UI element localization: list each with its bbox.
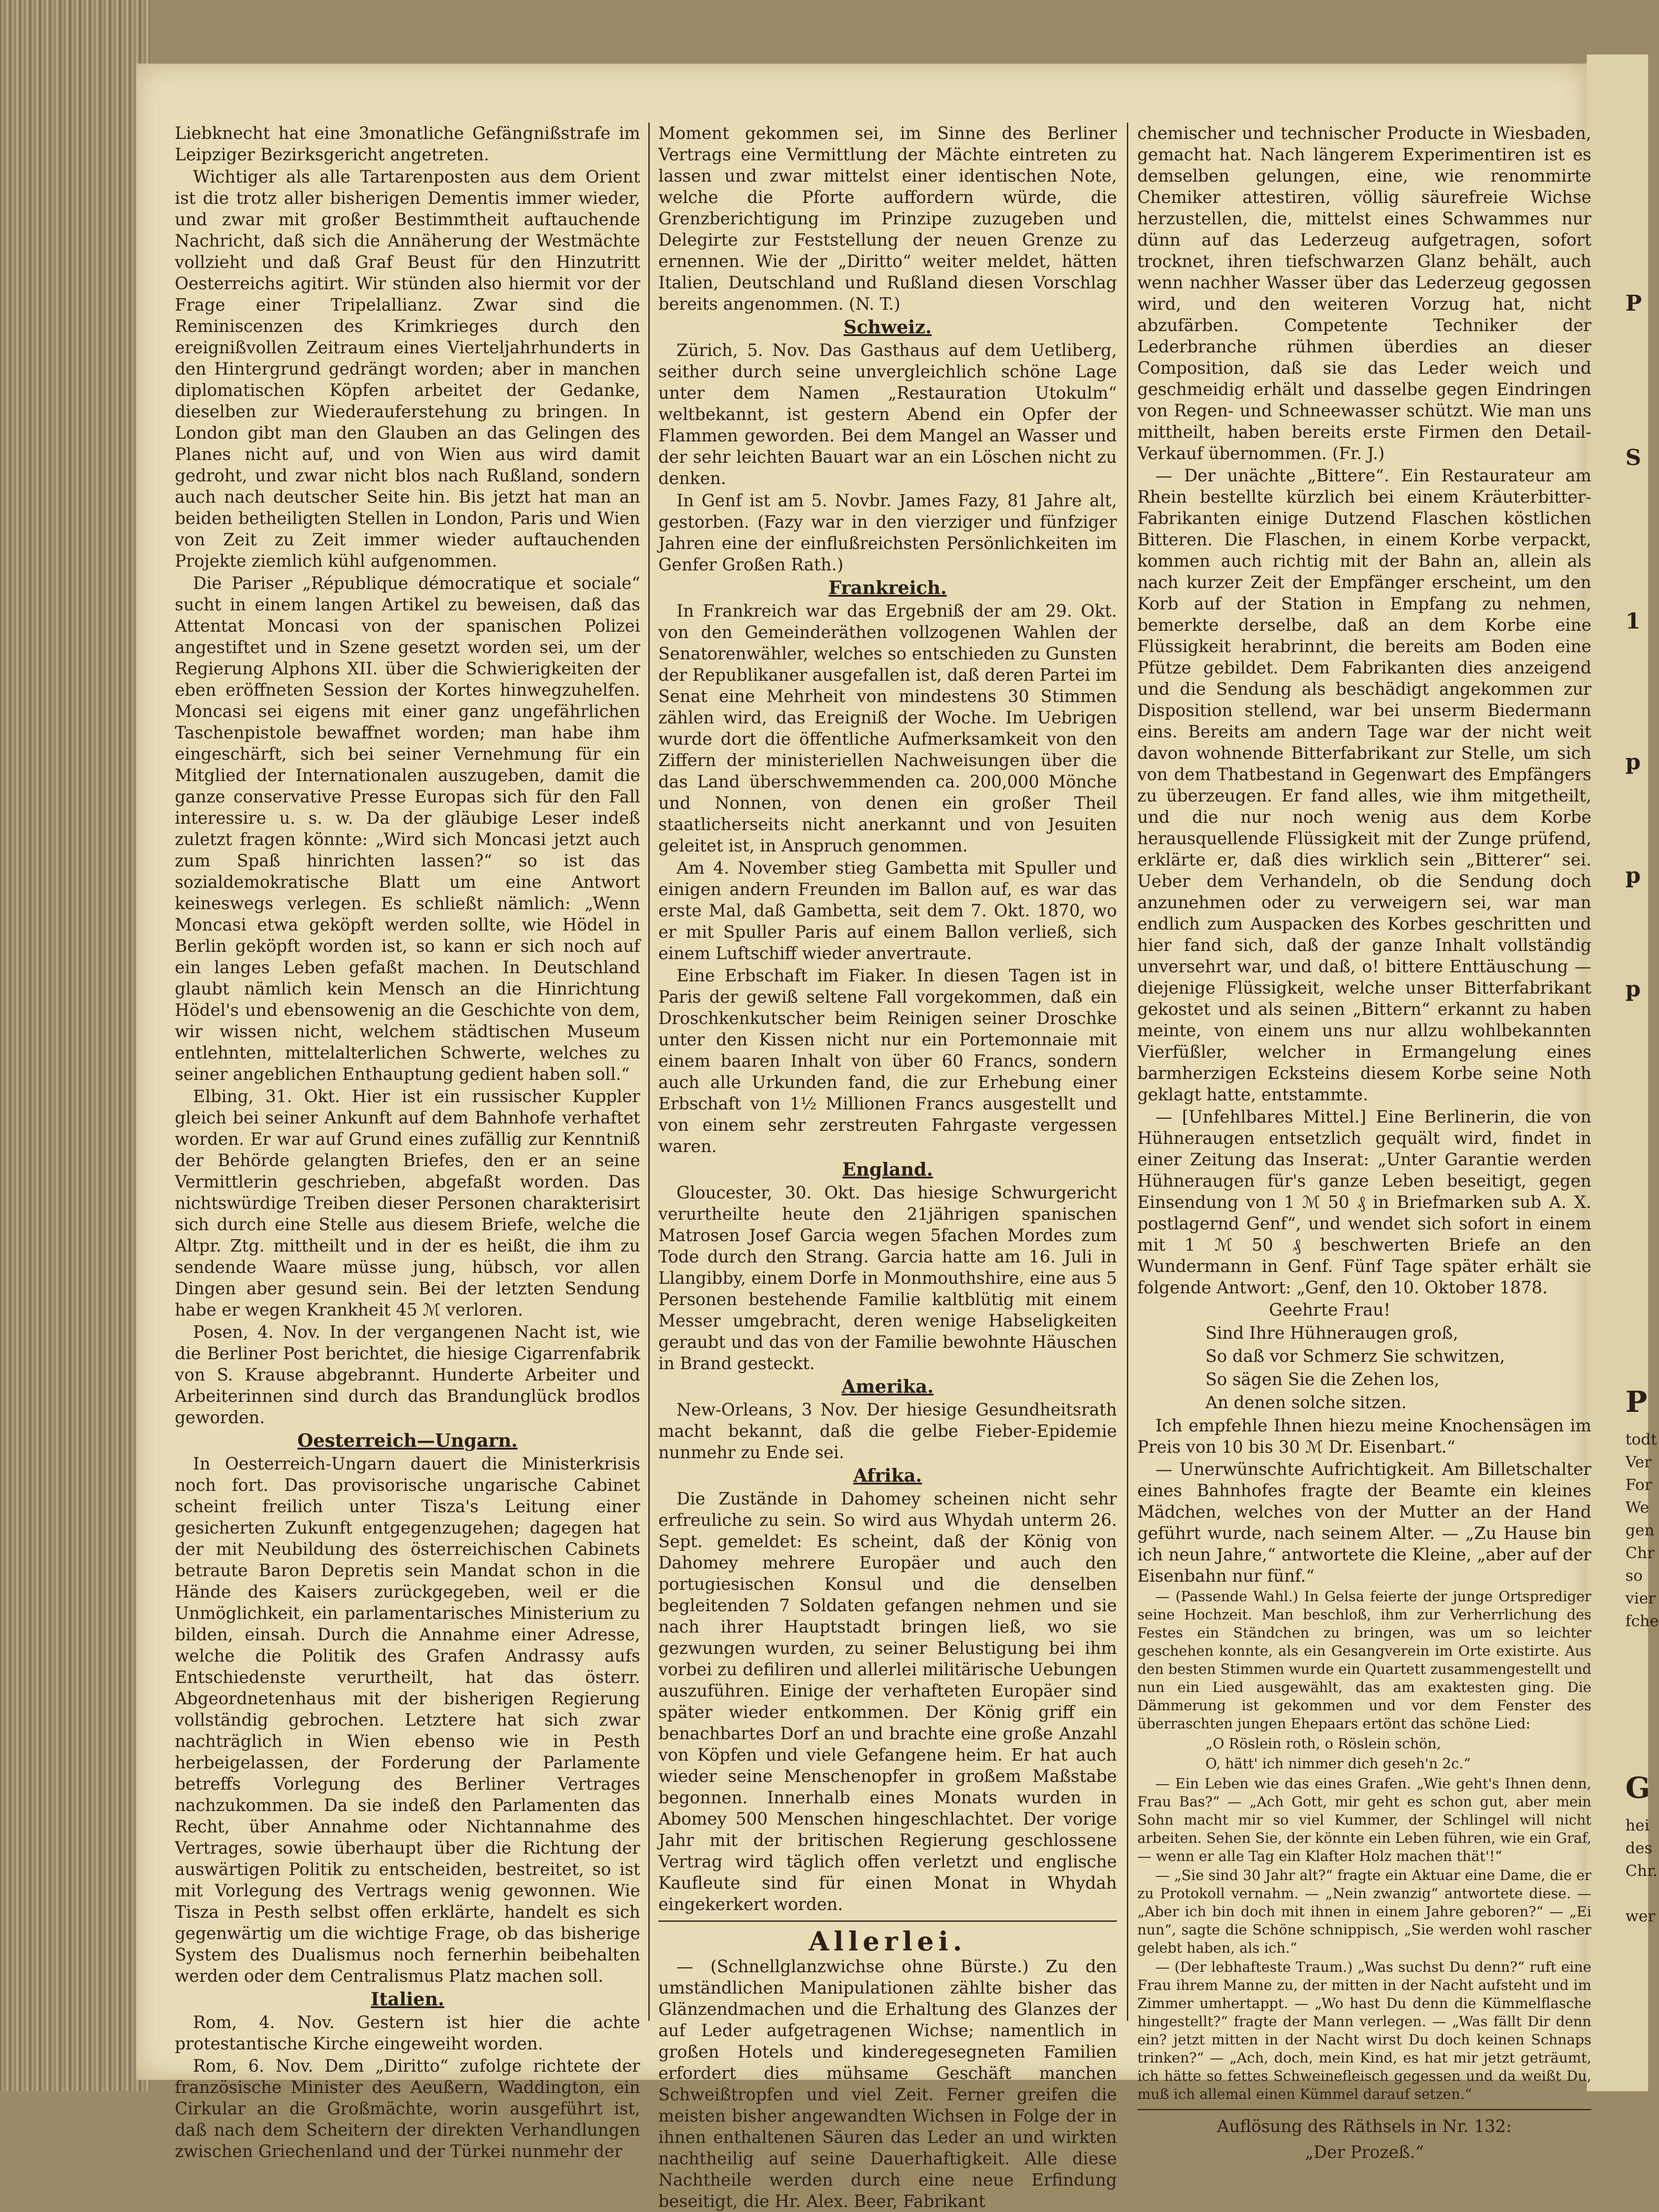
edge-fragment: hei — [1625, 1816, 1649, 1835]
edge-fragment: S — [1625, 445, 1641, 470]
column-3 — [1137, 123, 1591, 2162]
section-heading-italy: Italien. — [370, 1989, 444, 2010]
paragraph: Die Pariser „République démocratique et sociale“ sucht in einem langen Artikel zu beweisen, daß das Attentat Moncasi von der spanischen Polizei angestiftet und in Szene gesetzt worden sei, um der Regierung Alphons XII. über die Schwierigkeiten der eben eröffneten Session der Kortes hinwegzuhelfen. Moncasi sei eigens mit einer ganz ungefährlichen Taschenpistole bewaffnet worden; man habe ihm eingeschärft, sich bei seiner Vernehmung für ein Mitglied der Internationalen auszugeben, damit die ganze conservative Presse Europas sich für den Fall interessire u. s. w. Da der gläubige Leser indeß zuletzt fragen könnte: „Wird sich Moncasi jetzt auch zum Spaß hinrichten lassen?“ so ist das sozialdemokratische Blatt um eine Antwort keineswegs verlegen. Es schließt nämlich: „Wenn Moncasi etwa geköpft werden sollte, wie Hödel in Berlin geköpft worden ist, so kann er sich noch auf ein langes Leben gefaßt machen. In Deutschland glaubt nämlich kein Mensch an die Hinrichtung Hödel's und ebensowenig an die Geschichte von dem, wir wissen nicht, welchem städtischen Museum entlehnten, mittelalterlichen Schwerte, welches zu seiner angeblichen Enthauptung gedient haben soll.“ — [175, 574, 640, 1084]
paragraph: Am 4. November stieg Gambetta mit Spuller und einigen andern Freunden im Ballon auf, es war das erste Mal, daß Gambetta, seit dem 7. Okt. 1870, wo er mit Spuller Paris auf einem Ballon verließ, sich einem Luftschiff wieder anvertraute. — [658, 858, 1117, 963]
edge-fragment: p — [1625, 749, 1641, 775]
section-heading-africa: Afrika. — [853, 1465, 922, 1486]
paragraph: Zürich, 5. Nov. Das Gasthaus auf dem Uetliberg, seither durch seine unvergleichlich schöne Lage unter dem Namen „Restauration Utokulm“ weltbekannt, ist gestern Abend ein Opfer der Flammen geworden. Bei dem Mangel an Wasser und der sehr leichten Bauart war an ein Löschen nicht zu denken. — [658, 341, 1117, 488]
paragraph: Ich empfehle Ihnen hiezu meine Knochensägen im Preis von 10 bis 30 ℳ Dr. Eisenbart.“ — [1137, 1416, 1591, 1457]
paragraph: In Oesterreich-Ungarn dauert die Ministerkrisis noch fort. Das provisorische ungarische Cabinet scheint freilich unter Tisza's Leitung einer gesicherten Zukunft entgegenzugehen; dagegen hat der mit Neubildung des österreichischen Cabinets betraute Baron Depretis sein Mandat schon in die Hände des Kaisers zurückgegeben, weil er die Unmöglichkeit, ein parlamentarisches Ministerium zu bilden, einsah. Durch die Annahme einer Adresse, welche die Politik des Grafen Andrassy aufs Entschiedenste verurtheilt, hat das österr. Abgeordnetenhaus mit der bisherigen Regierung vollständig gebrochen. Letztere hat sich zwar nachträglich in Wien ebenso wie in Pesth herbeigelassen, der Forderung der Parlamente betreffs Vorlegung des Berliner Vertrages nachzukommen. Da sie indeß den Parlamenten das Recht, über Annahme oder Nichtannahme des Vertrages, sowie überhaupt über die Richtung der auswärtigen Politik zu entscheiden, bestreitet, so ist mit Vorlegung des Vertrags wenig gewonnen. Wie Tisza in Pesth selbst offen erklärte, handelt es sich gegenwärtig um die wichtige Frage, ob das bisherige System des Dualismus noch fernerhin beibehalten werden oder dem Centralismus Platz machen soll. — [175, 1454, 640, 1986]
edge-fragment: todt — [1625, 1430, 1657, 1449]
paragraph: — (Schnellglanzwichse ohne Bürste.) Zu den umständlichen Manipulationen zählte bisher das Glänzendmachen und die Erhaltung des Glanzes der auf Leder aufgetragenen Wichse; namentlich in großen Hotels und kinderegesegneten Familien erfordert dies mühsame Geschäft manchen Schweißtropfen und viel Zeit. Ferner greifen die meisten bisher angewandten Wichsen in Folge der in ihnen enthaltenen Säuren das Leder an und wirkten nachtheilig auf seine Dauerhaftigkeit. Alle diese Nachtheile werden durch eine neue Erfindung beseitigt, die Hr. Alex. Beer, Fabrikant — [658, 1957, 1117, 2211]
paragraph: Eine Erbschaft im Fiaker. In diesen Tagen ist in Paris der gewiß seltene Fall vorgekommen, daß ein Droschkenkutscher beim Reinigen seiner Droschke unter den Kissen nicht nur ein Portemonnaie mit einem baaren Inhalt von über 60 Francs, sondern auch alle Urkunden fand, die zur Erhebung einer Erbschaft von 1½ Millionen Francs ausgestellt und von einem sehr zerstreuten Fahrgaste vergessen waren. — [658, 966, 1117, 1156]
paragraph: Liebknecht hat eine 3monatliche Gefängnißstrafe im Leipziger Bezirksgericht angetreten. — [175, 124, 640, 164]
edge-fragment: p — [1625, 863, 1641, 888]
edge-fragment: P — [1625, 291, 1642, 316]
paragraph: Rom, 6. Nov. Dem „Diritto“ zufolge richtete der französische Minister des Aeußern, Waddington, ein Cirkular an die Großmächte, worin ausgeführt ist, daß nach dem Scheitern der direkten Verhandlungen zwischen Griechenland und der Türkei nunmehr der — [175, 2056, 640, 2161]
paragraph: Moment gekommen sei, im Sinne des Berliner Vertrags eine Vermittlung der Mächte eintreten zu lassen und zwar mittelst einer identischen Note, welche die Pforte auffordern würde, die Grenzberichtigung im Prinzipe zuzugeben und Delegirte zur Feststellung der neuen Grenze zu ernennen. Wie der „Diritto“ weiter meldet, hätten Italien, Deutschland und Rußland diesen Vorschlag bereits angenommen. (N. T.) — [658, 124, 1117, 314]
paragraph: — „Sie sind 30 Jahr alt?“ fragte ein Aktuar eine Dame, die er zu Protokoll vernahm. — „Nein zwanzig“ antwortete diese. — „Aber ich bin doch mit ihnen in einem Jahre geboren?“ — „Ei nun“, sagte die Schöne schnippisch, „Sie werden wohl rascher gelebt haben, als ich.“ — [1137, 1867, 1591, 1956]
edge-fragment: P — [1625, 1385, 1648, 1419]
paragraph: Die Zustände in Dahomey scheinen nicht sehr erfreuliche zu sein. So wird aus Whydah unterm 26. Sept. gemeldet: Es scheint, daß der König von Dahomey mehrere Europäer und auch den portugiesischen Konsul und die denselben begleitenden 7 Soldaten gefangen nehmen und sie nach ihrer Hauptstadt bringen ließ, wo sie gezwungen wurden, zu seiner Belustigung bei ihm vorbei zu defiliren und allerlei militärische Uebungen auszuführen. Einige der verhafteten Europäer sind später wieder entkommen. Der König griff ein benachbartes Dorf an und brachte eine große Anzahl von Köpfen und viele Gefangene heim. Er hat auch wieder seine Menschenopfer in großem Maßstabe begonnen. Innerhalb eines Monats wurden in Abomey 500 Menschen hingeschlachtet. Der vorige Jahr mit der britischen Regierung geschlossene Vertrag wird täglich offen verletzt und englische Kaufleute sind für einen Monat in Whydah eingekerkert worden. — [658, 1489, 1117, 1914]
poem-line: An denen solche sitzen. — [1205, 1393, 1407, 1412]
edge-fragment: des — [1625, 1839, 1653, 1857]
edge-fragment: We — [1625, 1499, 1649, 1517]
riddle-solution-label: Auflösung des Räthsels in Nr. 132: — [1217, 2117, 1512, 2136]
paragraph: Wichtiger als alle Tartarenposten aus dem Orient ist die trotz aller bisherigen Dementis immer wieder, und zwar mit großer Bestimmtheit auftauchende Nachricht, daß sich die Annäherung der Westmächte vollzieht und daß Graf Beust für den Hinzutritt Oesterreichs agitirt. Wir stünden also hiermit vor der Frage einer Tripelallianz. Zwar sind die Reminiscenzen des Krimkrieges durch den ereignißvollen Zeitraum eines Vierteljahrhunderts in den Hintergrund gedrängt worden; aber in manchen diplomatischen Köpfen arbeitet der Gedanke, dieselben zur Wiederauferstehung zu bringen. In London gibt man den Glauben an das Gelingen des Planes nicht auf, und von Wien aus wird damit gedroht, und zwar nicht blos nach Rußland, sondern auch nach deutscher Seite hin. Bis jetzt hat man an beiden betheiligten Stellen in London, Paris und Wien von Zeit zu Zeit immer wieder auftauchenden Projekte ziemlich kühl aufgenommen. — [175, 167, 640, 571]
edge-fragment: For — [1625, 1476, 1652, 1494]
column-rule-1 — [648, 123, 650, 2021]
poem-line: So sägen Sie die Zehen los, — [1205, 1370, 1440, 1389]
riddle-solution-answer: „Der Prozeß.“ — [1305, 2143, 1424, 2162]
poem-line: So daß vor Schmerz Sie schwitzen, — [1205, 1346, 1505, 1366]
edge-fragment: fche — [1625, 1612, 1659, 1630]
edge-fragment: vier — [1625, 1589, 1656, 1608]
column-1 — [175, 123, 640, 2161]
paragraph: chemischer und technischer Producte in Wiesbaden, gemacht hat. Nach längerem Experimentiren ist es demselben gelungen, eine, wie renommirte Chemiker attestiren, völlig säurefreie Wichse herzustellen, die, mittelst eines Schwammes nur dünn auf das Lederzeug aufgetragen, sofort trocknet, ihren tiefschwarzen Glanz behält, auch wenn nachher Wasser über das Lederzeug gegossen wird, und den weiteren Vorzug hat, nicht abzufärben. Competente Techniker der Lederbranche rühmen überdies an dieser Composition, daß sie das Leder weich und geschmeidig erhält und dasselbe gegen Eindringen von Regen- und Schneewasser schützt. Wie man uns mittheilt, haben bereits erste Firmen den Detail-Verkauf übernommen. (Fr. J.) — [1137, 124, 1591, 463]
paragraph: — Ein Leben wie das eines Grafen. „Wie geht's Ihnen denn, Frau Bas?“ — „Ach Gott, mir geht es schon gut, aber mein Sohn macht mir so viel Kummer, der Schlingel will nicht arbeiten. Sehen Sie, der könnte ein Leben führen, wie ein Graf, — wenn er alle Tag ein Klafter Holz machen thät'!“ — [1137, 1776, 1591, 1865]
paragraph: Posen, 4. Nov. In der vergangenen Nacht ist, wie die Berliner Post berichtet, die hiesige Cigarrenfabrik von S. Krause abgebrannt. Hunderte Arbeiter und Arbeiterinnen sind durch das Brandunglück brodlos geworden. — [175, 1322, 640, 1427]
poem-line: Sind Ihre Hühneraugen groß, — [1205, 1323, 1458, 1343]
edge-fragment: Chr — [1625, 1544, 1655, 1562]
song-line: O, hätt' ich nimmer dich geseh'n 2c.“ — [1205, 1756, 1471, 1772]
column-rule-2 — [1127, 123, 1128, 2021]
section-heading-allerlei: Allerlei. — [809, 1926, 967, 1957]
section-heading-america: Amerika. — [841, 1376, 934, 1397]
edge-fragment: wer — [1625, 1907, 1655, 1925]
section-heading-england: England. — [842, 1159, 933, 1180]
paragraph: Gloucester, 30. Okt. Das hiesige Schwurgericht verurtheilte heute den 21jährigen spanischen Matrosen Josef Garcia wegen 5fachen Mordes zum Tode durch den Strang. Garcia hatte am 16. Juli in Llangibby, einem Dorfe in Monmouthshire, eine aus 5 Personen bestehende Familie kaltblütig mit einem Messer umgebracht, deren wenige Habseligkeiten geraubt und das von der Familie bewohnte Häuschen in Brand gesteckt. — [658, 1183, 1117, 1373]
paragraph: — Unerwünschte Aufrichtigkeit. Am Billetschalter eines Bahnhofes fragte der Beamte ein kleines Mädchen, welches von der Mutter an der Hand geführt wurde, nach seinem Alter. — „Zu Hause bin ich neun Jahre,“ antwortete die Kleine, „aber auf der Eisenbahn nur fünf.“ — [1137, 1460, 1591, 1586]
paragraph: In Frankreich war das Ergebniß der am 29. Okt. von den Gemeinderäthen vollzogenen Wahlen der Senatorenwähler, welches so entschieden zu Gunsten der Republikaner ausgefallen ist, daß deren Partei im Senat eine Mehrheit von mindestens 30 Stimmen zählen wird, das Ereigniß der Woche. Im Uebrigen wurde dort die öffentliche Aufmerksamkeit von den Ziffern der ministeriellen Nachweisungen über die das Land überschwemmenden ca. 200,000 Mönche und Nonnen, von denen ein großer Theil staatlicherseits nicht anerkannt und von Jesuiten geleitet ist, in Anspruch genommen. — [658, 601, 1117, 856]
section-heading-austria: Oesterreich—Ungarn. — [297, 1430, 518, 1451]
edge-fragment: Ver — [1625, 1453, 1652, 1471]
edge-fragment: gen — [1625, 1521, 1654, 1539]
paragraph: — (Der lebhafteste Traum.) „Was suchst Du denn?“ ruft eine Frau ihrem Manne zu, der mitten in der Nacht aufsteht und im Zimmer umhertappt. — „Wo hast Du denn die Kümmelflasche hingestellt?“ fragte der Mann verlegen. — „Was fällt Dir denn ein? jetzt mitten in der Nacht wirst Du doch keinen Schnaps trinken?“ — „Ach, doch, mein Kind, es hat mir jetzt geträumt, ich hätte so fettes Schweinefleisch gegessen und da weißt Du, muß ich allemal einen Kümmel darauf setzen.“ — [1137, 1959, 1591, 2103]
paragraph: — Der unächte „Bittere“. Ein Restaurateur am Rhein bestellte kürzlich bei einem Kräuterbitter-Fabrikanten einige Dutzend Flaschen köstlichen Bitteren. Die Flaschen, in einem Korbe verpackt, kommen auch richtig mit der Bahn an, allein als nach kurzer Zeit der Empfänger erscheint, um den Korb auf der Station in Empfang zu nehmen, bemerkte derselbe, daß an dem Korbe eine Flüssigkeit herabrinnt, die bereits am Boden eine Pfütze gebildet. Dem Fabrikanten dies anzeigend und die Sendung als beschädigt angekommen zur Disposition stellend, war bei unserm Biedermann eins. Bereits am andern Tage war der nicht weit davon wohnende Bitterfabrikant zur Stelle, um sich von dem Thatbestand in Gegenwart des Empfängers zu überzeugen. Er fand alles, wie ihm mitgetheilt, und die nur noch wenig aus dem Korbe herausquellende Flüssigkeit mit der Zunge prüfend, erklärte er, daß dies wirklich sein „Bitterer“ sei. Ueber dem Verhandeln, ob die Sendung doch anzunehmen oder zu verweigern sei, war man endlich zum Auspacken des Korbes geschritten und hier fand sich, daß der ganze Inhalt vollständig unversehrt war, und daß, o! bittere Enttäuschung — diejenige Flüssigkeit, welche unser Bitterfabrikant gekostet und als seinen „Bittern“ erkannt zu haben meinte, von einem uns nur allzu wohlbekannten Vierfüßler, welcher in Ermangelung eines barmherzigen Ecksteins diesem Korbe seine Noth geklagt hatte, entstammte. — [1137, 466, 1591, 1104]
column-2 — [658, 123, 1117, 2211]
edge-fragment: Chr. — [1625, 1862, 1658, 1880]
song-line: „O Röslein roth, o Röslein schön, — [1205, 1736, 1441, 1752]
edge-fragment: G — [1625, 1771, 1650, 1805]
book-page-edges — [0, 0, 150, 2091]
paragraph: In Genf ist am 5. Novbr. James Fazy, 81 Jahre alt, gestorben. (Fazy war in den vierziger und fünfziger Jahren eine der einflußreichsten Persönlichkeiten im Genfer Großen Rath.) — [658, 491, 1117, 574]
paragraph: New-Orleans, 3 Nov. Der hiesige Gesundheitsrath macht bekannt, daß die gelbe Fieber-Epidemie nunmehr zu Ende sei. — [658, 1400, 1117, 1462]
paragraph: — (Passende Wahl.) In Gelsa feierte der junge Ortsprediger seine Hochzeit. Man beschloß, ihm zur Verherrlichung des Festes ein Ständchen zu bringen, was um so leichter geschehen konnte, als ein Gesangverein im Orte existirte. Aus den besten Stimmen wurde ein Quartett zusammengestellt und nun ein Lied ausgewählt, das am exaktesten ging. Die Dämmerung ist gekommen und vor dem Fenster des überraschten jungen Ehepaars ertönt das schöne Lied: — [1137, 1588, 1591, 1732]
paragraph: Elbing, 31. Okt. Hier ist ein russischer Kuppler gleich bei seiner Ankunft auf dem Bahnhofe verhaftet worden. Er war auf Grund eines zufällig zur Kenntniß der Behörde gelangten Briefes, den er an seine Vermittlerin geschrieben, abgefaßt worden. Das nichtswürdige Treiben dieser Personen charakterisirt sich durch eine Stelle aus diesem Briefe, welche die Altpr. Ztg. mittheilt und in der es heißt, die ihm zu sendende Waare müsse jung, hübsch, vor allen Dingen aber gesund sein. Bei der letzten Sendung habe er wegen Krankheit 45 ℳ verloren. — [175, 1087, 640, 1320]
edge-fragment: p — [1625, 976, 1641, 1002]
paragraph: — [Unfehlbares Mittel.] Eine Berlinerin, die von Hühneraugen entsetzlich gequält wird, findet in einer Zeitung das Inserat: „Unter Garantie werden Hühneraugen für's ganze Leben beseitigt, gegen Einsendung von 1 ℳ 50 ₰ in Briefmarken sub A. X. postlagernd Genf“, und wendet sich sofort in einem mit 1 ℳ 50 ₰ beschwerten Briefe an den Wundermann in Genf. Fünf Tage später erhält sie folgende Antwort: „Genf, den 10. Oktober 1878. — [1137, 1107, 1591, 1297]
section-heading-france: Frankreich. — [828, 577, 947, 599]
edge-fragment: 1 — [1625, 609, 1641, 634]
letter-greeting: Geehrte Frau! — [1269, 1300, 1391, 1320]
edge-fragment: so — [1625, 1567, 1643, 1585]
divider — [1137, 2109, 1591, 2110]
paragraph: Rom, 4. Nov. Gestern ist hier die achte protestantische Kirche eingeweiht worden. — [175, 2013, 640, 2054]
section-heading-switzerland: Schweiz. — [843, 317, 932, 338]
divider — [658, 1920, 1117, 1922]
